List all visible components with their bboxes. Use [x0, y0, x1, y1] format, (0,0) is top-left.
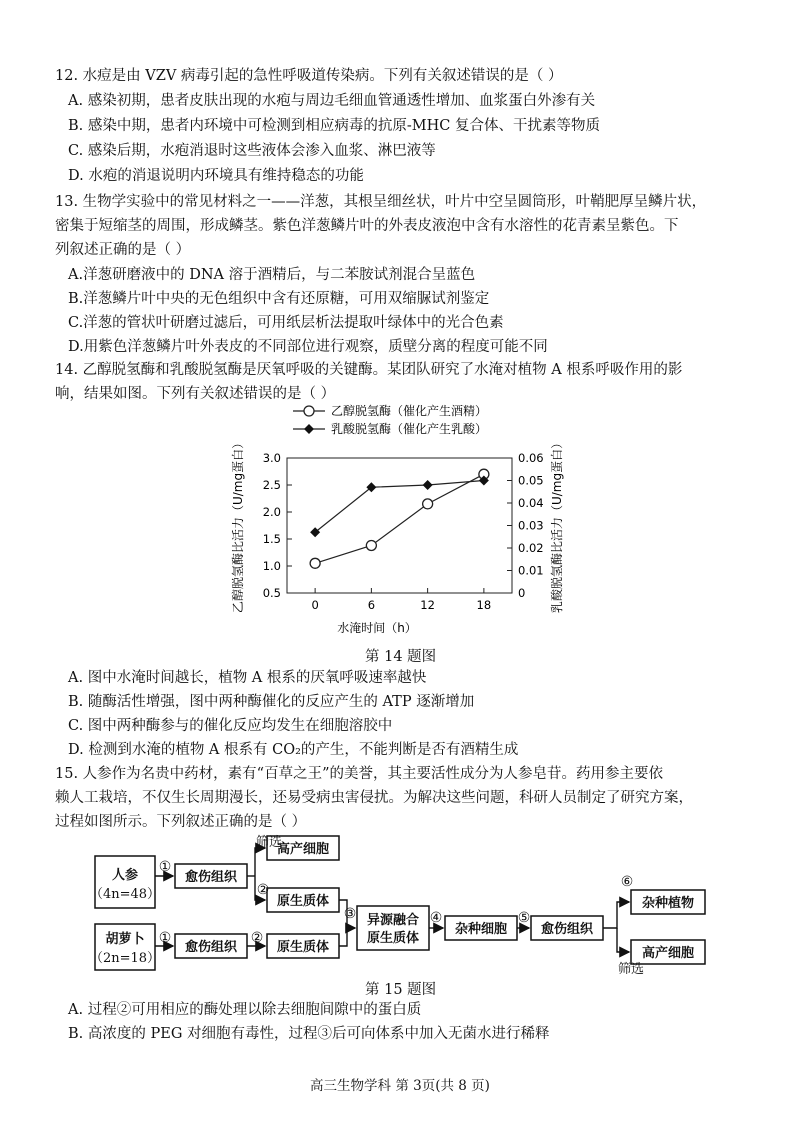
y-right-tick-label: 0.04 — [518, 496, 544, 510]
y-left-tick-label: 3.0 — [262, 451, 281, 465]
label-screen-2: 筛选 — [617, 962, 645, 974]
label-callus-1: 愈伤组织 — [184, 870, 238, 885]
q13-option-d: D.用紫色洋葱鳞片叶外表皮的不同部位进行观察，质壁分离的程度可能不同 — [68, 339, 548, 355]
label-renshen: 人参 — [111, 868, 139, 883]
legend-label-lactate: 乳酸脱氢酶（催化产生乳酸） — [331, 422, 488, 436]
step-3: ③ — [343, 906, 357, 922]
label-screen-1: 筛选 — [255, 835, 283, 850]
q15-stem-line2: 赖人工栽培，不仅生长周期漫长，还易受病虫害侵扰。为解决这些问题，科研人员制定了研究方案， — [55, 790, 693, 806]
label-huluobo-n: （2n=18） — [89, 951, 161, 966]
series-line-0 — [315, 474, 484, 563]
q14-option-d: D. 检测到水淹的植物 A 根系有 CO₂的产生，不能判断是否有酒精生成 — [68, 742, 519, 758]
q14-option-c: C. 图中两种酶参与的催化反应均发生在细胞溶胶中 — [68, 718, 393, 734]
q13-stem-line1: 13. 生物学实验中的常见材料之一——洋葱，其根呈细丝状，叶片中空呈圆筒形，叶鞘肥厚呈鳞片状， — [55, 194, 707, 210]
q12-stem: 12. 水痘是由 VZV 病毒引起的急性呼吸道传染病。下列有关叙述错误的是（ ） — [55, 68, 563, 84]
x-axis-label: 水淹时间（h） — [337, 621, 417, 635]
q15-caption: 第 15 题图 — [365, 982, 437, 998]
label-hybrid-cell: 杂种细胞 — [454, 922, 508, 937]
label-fusion-2: 原生质体 — [366, 931, 420, 946]
y-right-tick-label: 0.01 — [518, 563, 544, 578]
y-left-tick-label: 2.5 — [262, 478, 281, 492]
y-left-tick-label: 1.5 — [262, 532, 281, 546]
q13-option-a: A.洋葱研磨液中的 DNA 溶于酒精后，与二苯胺试剂混合呈蓝色 — [68, 267, 476, 283]
label-protoplast-1: 原生质体 — [276, 894, 330, 909]
q14-stem-line2: 响，结果如图。下列有关叙述错误的是（ ） — [55, 386, 336, 402]
q15-flow-diagram — [85, 832, 725, 974]
q12-option-d: D. 水疱的消退说明内环境具有维持稳态的功能 — [68, 168, 364, 184]
q13-stem-line2: 密集于短缩茎的周围，形成鳞茎。紫色洋葱鳞片叶的外表皮液泡中含有水溶性的花青素呈紫色。下 — [55, 218, 679, 234]
q15-stem-line1: 15. 人参作为名贵中药材，素有“百草之王”的美誉，其主要活性成分为人参皂苷。药用参主要依 — [55, 766, 663, 782]
step-2a: ② — [256, 882, 270, 898]
q14-chart — [225, 400, 575, 640]
label-huluobo: 胡萝卜 — [105, 932, 145, 947]
ethanol-point — [366, 540, 376, 550]
ethanol-point — [423, 499, 433, 509]
step-1a: ① — [158, 859, 172, 875]
step-6: ⑥ — [620, 874, 634, 890]
q13-option-c: C.洋葱的管状叶研磨过滤后，可用纸层析法提取叶绿体中的光合色素 — [68, 315, 504, 331]
label-high-yield-2: 高产细胞 — [641, 946, 695, 961]
q15-stem-line3: 过程如图所示。下列叙述正确的是（ ） — [55, 814, 307, 830]
page-footer: 高三生物学科 第 3页(共 8 页) — [310, 1078, 490, 1094]
label-protoplast-2: 原生质体 — [276, 940, 330, 955]
label-renshen-n: （4n=48） — [89, 887, 161, 902]
step-4: ④ — [429, 910, 443, 926]
y-left-tick-label: 1.0 — [262, 559, 281, 573]
y-right-tick-label: 0 — [518, 586, 526, 600]
q13-stem-line3: 列叙述正确的是（ ） — [55, 242, 191, 258]
label-callus-2: 愈伤组织 — [184, 940, 238, 955]
x-tick-label: 0 — [311, 598, 319, 612]
ethanol-point — [310, 558, 320, 568]
q12-option-c: C. 感染后期，水疱消退时这些液体会渗入血浆、淋巴液等 — [68, 143, 436, 159]
q12-option-b: B. 感染中期，患者内环境中可检测到相应病毒的抗原-MHC 复合体、干扰素等物质 — [68, 118, 600, 134]
q14-caption: 第 14 题图 — [365, 649, 437, 665]
lactate-point — [423, 480, 433, 490]
q12-option-a: A. 感染初期，患者皮肤出现的水疱与周边毛细血管通透性增加、血浆蛋白外渗有关 — [68, 93, 596, 109]
q14-option-a: A. 图中水淹时间越长，植物 A 根系的厌氧呼吸速率越快 — [68, 670, 427, 686]
legend-marker-lactate — [304, 424, 314, 434]
legend-marker-ethanol — [304, 406, 314, 416]
y-left-tick-label: 0.5 — [262, 586, 281, 600]
x-tick-label: 6 — [367, 598, 376, 612]
plot-frame — [287, 458, 512, 593]
step-5: ⑤ — [517, 910, 531, 926]
x-tick-label: 18 — [476, 598, 492, 612]
q15-option-a: A. 过程②可用相应的酶处理以除去细胞间隙中的蛋白质 — [68, 1002, 422, 1018]
label-high-yield-1: 高产细胞 — [276, 842, 330, 857]
y-right-label: 乳酸脱氢酶比活力（U/mg蛋白） — [550, 436, 564, 614]
legend-label-ethanol: 乙醇脱氢酶（催化产生酒精） — [331, 404, 488, 418]
label-hybrid-plant: 杂种植物 — [641, 896, 695, 911]
y-right-tick-label: 0.06 — [518, 451, 544, 465]
y-right-tick-label: 0.05 — [518, 473, 544, 488]
step-2b: ② — [250, 930, 264, 946]
q15-option-b: B. 高浓度的 PEG 对细胞有毒性，过程③后可向体系中加入无菌水进行稀释 — [68, 1026, 550, 1042]
step-1b: ① — [158, 930, 172, 946]
y-left-label: 乙醇脱氢酶比活力（U/mg蛋白） — [231, 436, 245, 614]
q14-stem-line1: 14. 乙醇脱氢酶和乳酸脱氢酶是厌氧呼吸的关键酶。某团队研究了水淹对植物 A 根系呼吸作用的影 — [55, 362, 683, 378]
q13-option-b: B.洋葱鳞片叶中央的无色组织中含有还原糖，可用双缩脲试剂鉴定 — [68, 291, 490, 307]
y-right-tick-label: 0.03 — [518, 518, 544, 533]
y-left-tick-label: 2.0 — [262, 505, 281, 519]
q14-option-b: B. 随酶活性增强，图中两种酶催化的反应产生的 ATP 逐渐增加 — [68, 694, 475, 710]
label-fusion-1: 异源融合 — [366, 913, 420, 928]
label-callus-3: 愈伤组织 — [540, 922, 594, 937]
x-tick-label: 12 — [420, 598, 435, 612]
y-right-tick-label: 0.02 — [518, 541, 544, 555]
